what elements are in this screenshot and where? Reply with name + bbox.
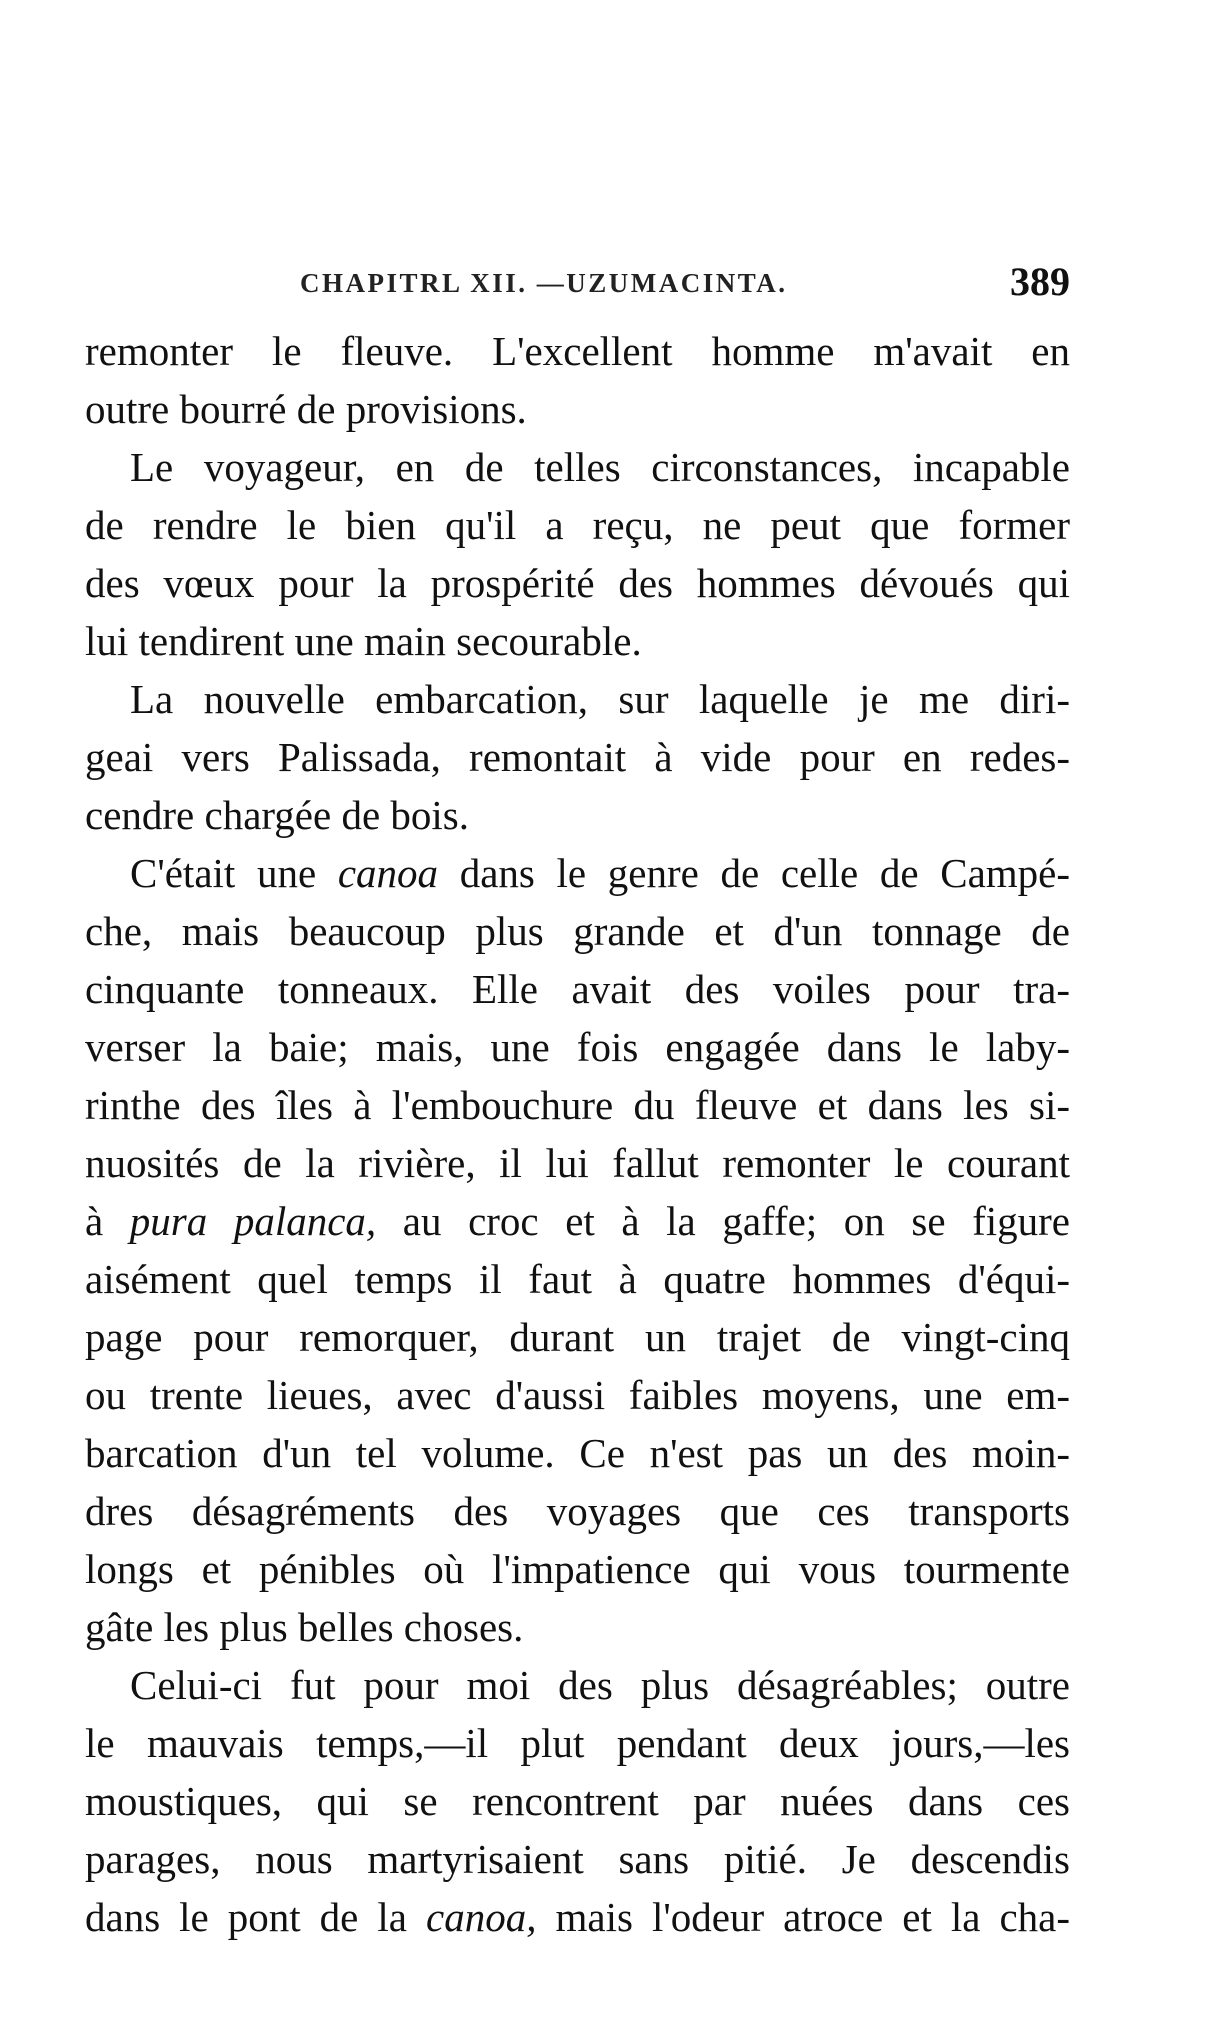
- text-line: rinthe des îles à l'embouchure du fleuve et dans les si-: [85, 1082, 1070, 1128]
- body-text: [85, 322, 1070, 1946]
- text-line: gâte les plus belles choses.: [85, 1604, 524, 1650]
- text-line: ou trente lieues, avec d'aussi faibles moyens, une em-: [85, 1372, 1070, 1418]
- text-line: outre bourré de provisions.: [85, 386, 527, 432]
- italic-term: pura palanca,: [129, 1198, 377, 1244]
- text-line: de rendre le bien qu'il a reçu, ne peut que former: [85, 502, 1070, 548]
- page-number: 389: [1010, 259, 1070, 304]
- text-line: cendre chargée de bois.: [85, 792, 469, 838]
- text-line-mixed: [85, 844, 1070, 902]
- text-line-mixed: [85, 1888, 1070, 1946]
- text-line: parages, nous martyrisaient sans pitié. Je descendis: [85, 1836, 1070, 1882]
- text-line-mixed: [85, 1192, 1070, 1250]
- text-line: page pour remorquer, durant un trajet de vingt-cinq: [85, 1314, 1070, 1360]
- text-fragment: au croc et à la gaffe; on se figure: [402, 1198, 1071, 1244]
- text-line: longs et pénibles où l'impatience qui vous tourmente: [85, 1546, 1070, 1592]
- text-line: La nouvelle embarcation, sur laquelle je me diri-: [130, 676, 1070, 722]
- text-line: barcation d'un tel volume. Ce n'est pas un des moin-: [85, 1430, 1070, 1476]
- text-line: Celui-ci fut pour moi des plus désagréables; outre: [130, 1662, 1070, 1708]
- text-line: le mauvais temps,—il plut pendant deux jours,—les: [85, 1720, 1070, 1766]
- text-line: Le voyageur, en de telles circonstances, incapable: [130, 444, 1070, 490]
- text-line: remonter le fleuve. L'excellent homme m'avait en: [85, 328, 1070, 374]
- text-line: des vœux pour la prospérité des hommes dévoués qui: [85, 560, 1070, 606]
- text-line: moustiques, qui se rencontrent par nuées dans ces: [85, 1778, 1070, 1824]
- text-line: che, mais beaucoup plus grande et d'un tonnage de: [85, 908, 1070, 954]
- text-line: nuosités de la rivière, il lui fallut remonter le courant: [85, 1140, 1070, 1186]
- italic-term: canoa,: [426, 1894, 537, 1940]
- text-line: geai vers Palissada, remontait à vide pour en redes-: [85, 734, 1070, 780]
- text-fragment: à: [85, 1198, 104, 1244]
- text-fragment: C'était une: [130, 850, 317, 896]
- text-line: dres désagréments des voyages que ces transports: [85, 1488, 1070, 1534]
- text-line: verser la baie; mais, une fois engagée dans le laby-: [85, 1024, 1070, 1070]
- text-line: aisément quel temps il faut à quatre hommes d'équi-: [85, 1256, 1070, 1302]
- text-line: cinquante tonneaux. Elle avait des voiles pour tra-: [85, 966, 1070, 1012]
- text-fragment: mais l'odeur atroce et la cha-: [555, 1894, 1071, 1940]
- italic-term: canoa: [337, 850, 439, 896]
- text-line: lui tendirent une main secourable.: [85, 618, 642, 664]
- running-header: [85, 258, 1070, 310]
- text-fragment: dans le pont de la: [85, 1894, 407, 1940]
- text-fragment: dans le genre de celle de Campé-: [459, 850, 1071, 896]
- running-head-title: CHAPITRL XII. —UZUMACINTA.: [300, 268, 788, 298]
